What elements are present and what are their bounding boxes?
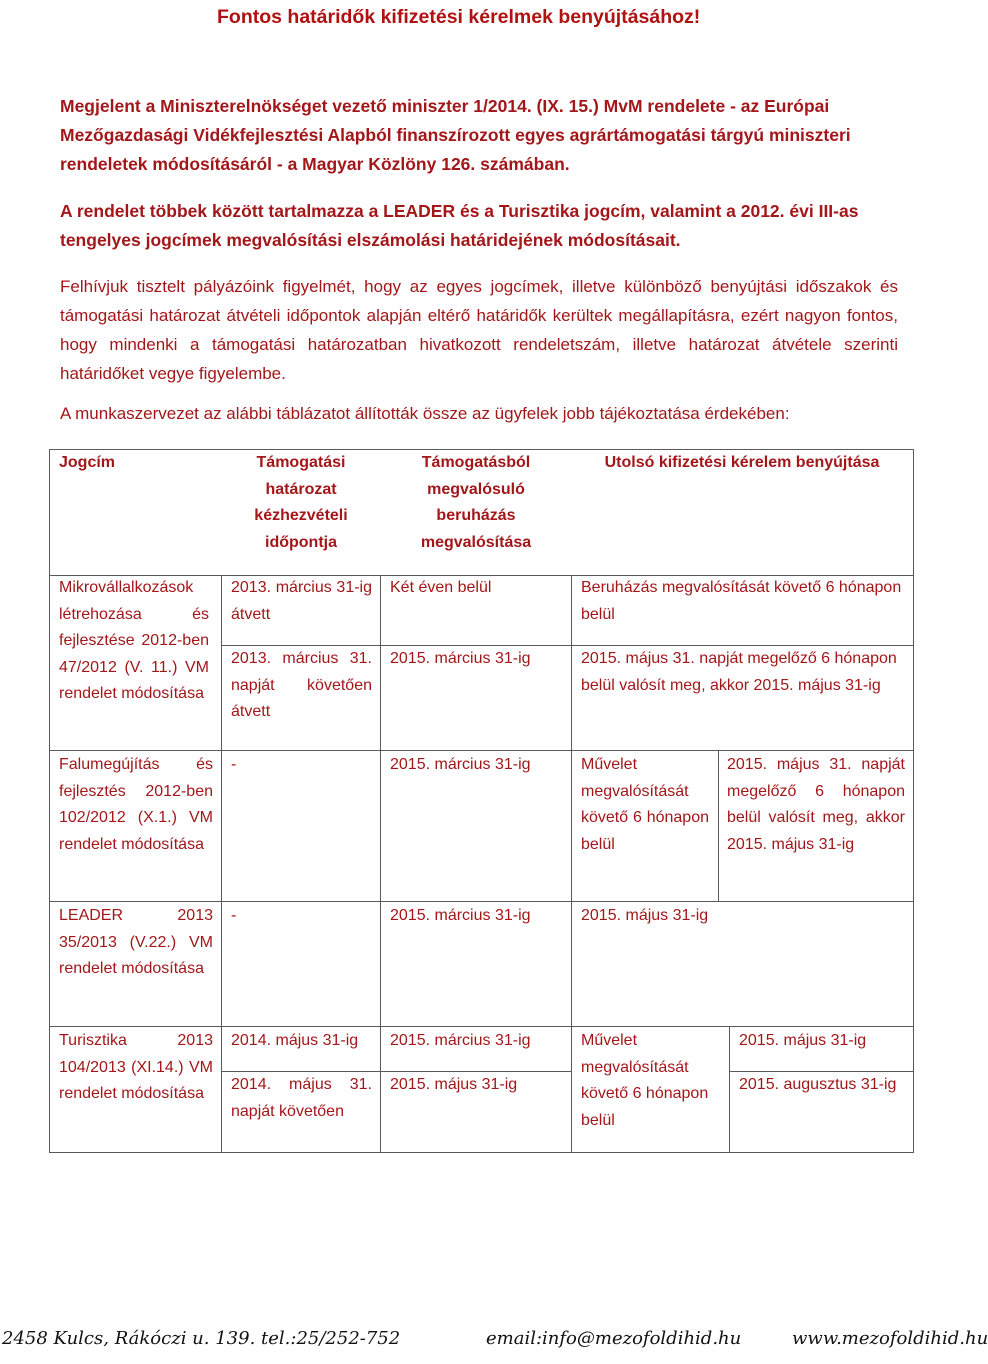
row2-b: 2015. március 31-ig (390, 756, 531, 773)
row3-c: 2015. május 31-ig (581, 907, 709, 924)
row4-d2: 2015. augusztus 31-ig (739, 1076, 897, 1093)
footer-email[interactable]: email:info@mezofoldihid.hu (486, 1328, 742, 1349)
row3-b: 2015. március 31-ig (390, 907, 531, 924)
row1-a1: 2013. március 31-ig átvett (231, 579, 372, 623)
table-rule (49, 1026, 914, 1027)
table-border-bottom (49, 1152, 914, 1153)
row4-a2: 2014. május 31. napját követően (231, 1076, 372, 1120)
row4-c: Művelet megvalósítását követő 6 hónapon belül (581, 1032, 709, 1129)
announcement-paragraph: Megjelent a Miniszterelnökséget vezető miniszter 1/2014. (IX. 15.) MvM rendelete - az Európai Mezőgazdasági Vidékfejlesztési Alapból finanszírozott egyes agrártámogatási tárgyú miniszteri rendeletek módosításáról - a Magyar Közlöny 126. számában. (60, 96, 851, 174)
row1-a2: 2013. március 31. napját követően átvett (231, 650, 372, 720)
row1-c1: Beruházás megvalósítását követő 6 hónapon belül (581, 579, 902, 623)
row1-c2: 2015. május 31. napját megelőző 6 hónapon belül valósít meg, akkor 2015. május 31-ig (581, 650, 897, 694)
document-title: Fontos határidők kifizetési kérelmek benyújtásához! (217, 6, 701, 28)
row4-b2: 2015. május 31-ig (390, 1076, 518, 1093)
row2-c: Művelet megvalósítását követő 6 hónapon belül (581, 756, 709, 853)
row3-jogcim: LEADER 2013 35/2013 (V.22.) VM rendelet módosítása (59, 907, 213, 977)
table-rule (571, 575, 572, 1153)
table-border-right (913, 449, 914, 1153)
row2-a: - (231, 756, 237, 773)
row3-a: - (231, 907, 237, 924)
row4-a1: 2014. május 31-ig (231, 1032, 359, 1049)
table-rule (49, 750, 914, 751)
header-last-payment-claim: Utolsó kifizetési kérelem benyújtása (604, 454, 880, 471)
row4-b1: 2015. március 31-ig (390, 1032, 531, 1049)
header-decision-date: Támogatási határozat kézhezvételi időpontja (254, 454, 348, 551)
table-rule (380, 575, 381, 1153)
row2-d: 2015. május 31. napját megelőző 6 hónapon belül valósít meg, akkor 2015. május 31-ig (727, 756, 905, 853)
row4-d1: 2015. május 31-ig (739, 1032, 867, 1049)
notice-paragraph: Felhívjuk tisztelt pályázóink figyelmét, hogy az egyes jogcímek, illetve különböző benyújtási időszakok és támogatási határozat átvételi időpontok alapján eltérő határidők kerültek megállapításra, ezért nagyon fontos, hogy mindenki a támogatási határozatban hivatkozott rendeletszám, illetve határozat átvétele szerinti határidőket vegye figyelembe. (60, 277, 898, 383)
footer-address: 2458 Kulcs, Rákóczi u. 139. tel.:25/252-752 (2, 1328, 401, 1349)
row4-jogcim: Turisztika 2013 104/2013 (XI.14.) VM rendelet módosítása (59, 1032, 213, 1102)
footer-website[interactable]: www.mezofoldihid.hu (792, 1328, 988, 1349)
row1-b2: 2015. március 31-ig (390, 650, 531, 667)
header-implementation: Támogatásból megvalósuló beruházás megvalósítása (420, 454, 532, 551)
table-rule (718, 750, 719, 902)
row1-jogcim: Mikrovállalkozások létrehozása és fejlesztése 2012-ben 47/2012 (V. 11.) VM rendelet módosítása (59, 579, 209, 702)
table-rule (221, 575, 222, 1153)
summary-paragraph: A rendelet többek között tartalmazza a LEADER és a Turisztika jogcím, valamint a 2012. évi III-as tengelyes jogcímek megvalósítási elszámolási határidejének módosításait. (60, 201, 859, 250)
row1-b1: Két éven belül (390, 579, 492, 596)
table-rule (49, 901, 914, 902)
table-border-left (49, 449, 50, 1153)
header-jogcim: Jogcím (59, 454, 116, 471)
table-rule (729, 1026, 730, 1153)
table-intro: A munkaszervezet az alábbi táblázatot állították össze az ügyfelek jobb tájékoztatása érdekében: (60, 404, 790, 423)
row2-jogcim: Falumegújítás és fejlesztés 2012-ben 102/2012 (X.1.) VM rendelet módosítása (59, 756, 213, 853)
